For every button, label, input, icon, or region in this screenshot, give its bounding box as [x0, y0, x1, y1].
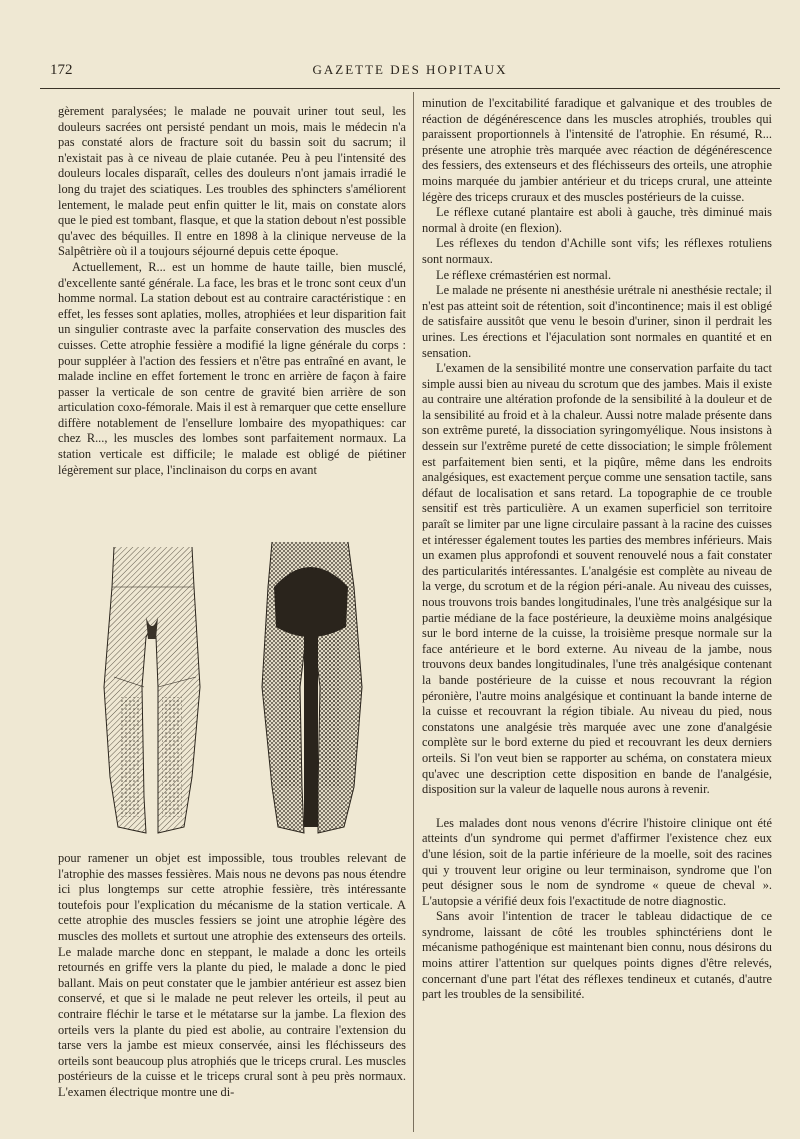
- paragraph: Le réflexe crémastérien est normal.: [436, 267, 612, 282]
- paragraph: Les réflexes du tendon d'Achille sont vifs; les réflexes rotuliens sont normaux.: [422, 236, 772, 266]
- analgesia-diagram-figure: [96, 527, 386, 839]
- section-gap: [422, 798, 772, 816]
- paragraph: Actuellement, R... est un homme de haute taille, bien musclé, d'excellente santé générale. La face, les bras et le tronc sont ceux d'un homme normal. La station debout est au contraire caractéristique : en effet, les fesses sont aplaties, molles, atrophiées et leur disparition fait un singulier contraste avec la parfaite conservation des muscles des cuisses. Cette atrophie fessière a modifié la ligne générale du corps : pour suppléer à l'action des fessiers et n'être pas entraîné en avant, le malade incline en effet fortement le tronc en arrière de façon à faire passer la verticale de son centre de gravité bien arrière de son articulation coxo-fémorale. Mais il est à remarquer que cette ensellure diffère notablement de l'ensellure lombaire des myopathiques: car chez R..., les muscles des lombes sont parfaitement normaux. La station verticale est difficile; le malade est obligé de piétiner légèrement sur place, l'inclinaison du corps en avant: [58, 259, 406, 477]
- page-number: 172: [50, 62, 73, 78]
- paragraph: Les malades dont nous venons d'écrire l'histoire clinique ont été atteints d'un syndrome qui permet d'affirmer l'existence chez eux d'une lésion, soit de la partie inférieure de la moelle, soit des racines qui y trouvent leur origine ou leur terminaison, syndrome que l'on peut désigner sous le nom de syndrome « queue de cheval ». L'autopsie a vérifié deux fois l'exactitude de notre diagnostic.: [422, 815, 772, 908]
- paragraph: Le malade ne présente ni anesthésie urétrale ni anesthésie rectale; il n'est pas atteint soit de rétention, soit d'incontinence; mais il est obligé de satisfaire aussitôt que venu le besoin d'uriner, sinon il perdrait les urines. Les érections et l'éjaculation sont normales en quantité et en sensation.: [422, 283, 772, 360]
- paragraph: gèrement paralysées; le malade ne pouvait uriner tout seul, les douleurs sacrées ont persisté pendant un mois, mais le médecin n'a pas constaté alors de fracture soit du bassin soit du sacrum; il n'existait pas à ce niveau de plaie cutanée. Peu à peu l'intensité des douleurs locales disparaît, celles des douleurs n'ont jamais irradié le long du trajet des sciatiques. Les troubles des sphincters s'améliorent lentement, le malade peut enfin quitter le lit, mais on constate alors que le pied est tombant, flasque, et que la station debout n'est possible qu'avec des béquilles. Il entre en 1898 à la clinique nerveuse de la Salpêtrière où il a toujours séjourné depuis cette époque.: [58, 104, 406, 259]
- paragraph: Le réflexe cutané plantaire est aboli à gauche, très diminué mais normal à droite (en flexion).: [422, 205, 772, 235]
- paragraph: pour ramener un objet est impossible, tous troubles relevant de l'atrophie des masses fessières. Mais nous ne devons pas nous étendre ici plus longtemps sur cette atrophie fessière, très intéressante toutefois pour l'explication du mécanisme de la station verticale. A cette atrophie des muscles fessiers se joint une atrophie légère des muscles des mollets et surtout une atrophie des extenseurs des orteils. Le malade marche donc en steppant, le malade a donc les orteils retournés en griffe vers la plante du pied, le malade a donc le pied ballant. Mais on peut constater que le jambier antérieur est assez bien conservé, et que si le malade ne peut relever les orteils, il peut au contraire fléchir le tarse et le métatarse sur la jambe. La flexion des orteils vers la plante du pied est abolie, au contraire l'extension du tarse vers la jambe est mieux conservée, ainsi les fléchisseurs des orteils sont beaucoup plus atrophiés que le triceps crural. Les muscles postérieurs de la cuisse et le triceps crural sont à peu près normaux. L'examen électrique montre une di-: [58, 851, 406, 1099]
- journal-title: GAZETTE DES HOPITAUX: [312, 62, 508, 77]
- right-column: [422, 96, 772, 1003]
- front-view-legs: [104, 547, 200, 833]
- paragraph: Sans avoir l'intention de tracer le tableau didactique de ce syndrome, laissant de côté les troubles sphinctériens dont le mécanisme pathogénique est maintenant bien connu, nous désirons du moins attirer l'attention sur quelques points dignes d'être relevés, concernant d'une part l'état des réflexes tendineux et cutanés, d'autre part les troubles de la sensibilité.: [422, 909, 772, 1002]
- left-column-top: [58, 104, 406, 478]
- left-column-bottom: [58, 851, 406, 1101]
- column-divider: [413, 92, 414, 1132]
- paragraph: L'examen de la sensibilité montre une conservation parfaite du tact simple aussi bien au niveau du scrotum que des jambes. Mais il existe au contraire une altération profonde de la sensibilité à la douleur et de la sensibilité au froid et à la chaleur. Aussi notre malade présente dans son extrême pureté, la dissociation syringomyélique. Nous insistons à dessein sur l'extrême pureté de cette dissociation; le simple frôlement est parfaitement bien senti, et la piqûre, même dans les endroits analgésiques, est exactement perçue comme une sensation tactile, sans défaut de localisation et sans retard. La topographie de ce trouble sensitif est très particulière. A un examen superficiel son territoire paraît se limiter par une ligne circulaire passant à la racine des cuisses et intéresser également toutes les parties des membres inférieurs. Mais un examen plus approfondi et souvent renouvelé nous a fait constater des particularités intéressantes. L'analgésie est complète au niveau de la verge, du scrotum et de la région péri-anale. Au niveau des cuisses, nous trouvons trois bandes longitudinales, l'une très analgésique sur la partie médiane de la face postérieure, la deuxième moins analgésique sur le bord interne de la cuisse, la troisième presque normale sur la face antérieure et le bord externe. Au niveau de la jambe, nous trouvons deux bandes longitudinales, l'une très analgésique contenant la bande postérieure de la cuisse et nous recouvrant la région péronière, l'autre moins analgésique et continuant la bande interne de la cuisse et recouvrant la région tibiale. Au niveau du pied, nous constatons une analgésie très marquée avec une zone d'analgésie complète sur le bord externe du pied et recouvrant les deux derniers orteils. Si l'on veut bien se rapporter au schéma, on constatera mieux qu'avec une description cette disposition en bande de l'analgésie, disposition sur la valeur de laquelle nous aurons à revenir.: [422, 361, 772, 797]
- header-rule: [40, 88, 780, 89]
- page-header: [40, 62, 780, 84]
- paragraph: minution de l'excitabilité faradique et galvanique et des troubles de réaction de dégénérescence dans les muscles atrophiés, troubles qui paraissent proportionnels à l'intensité de l'atrophie. En résumé, R... présente une atrophie très marquée avec réaction de dégénérescence des fessiers, des extenseurs et des fléchisseurs des orteils, une atrophie moins marquée du jambier antérieur et du triceps crural, une atteinte légère des triceps cruraux et des muscles postérieurs de la cuisse.: [422, 96, 772, 204]
- back-view-legs: [262, 542, 362, 833]
